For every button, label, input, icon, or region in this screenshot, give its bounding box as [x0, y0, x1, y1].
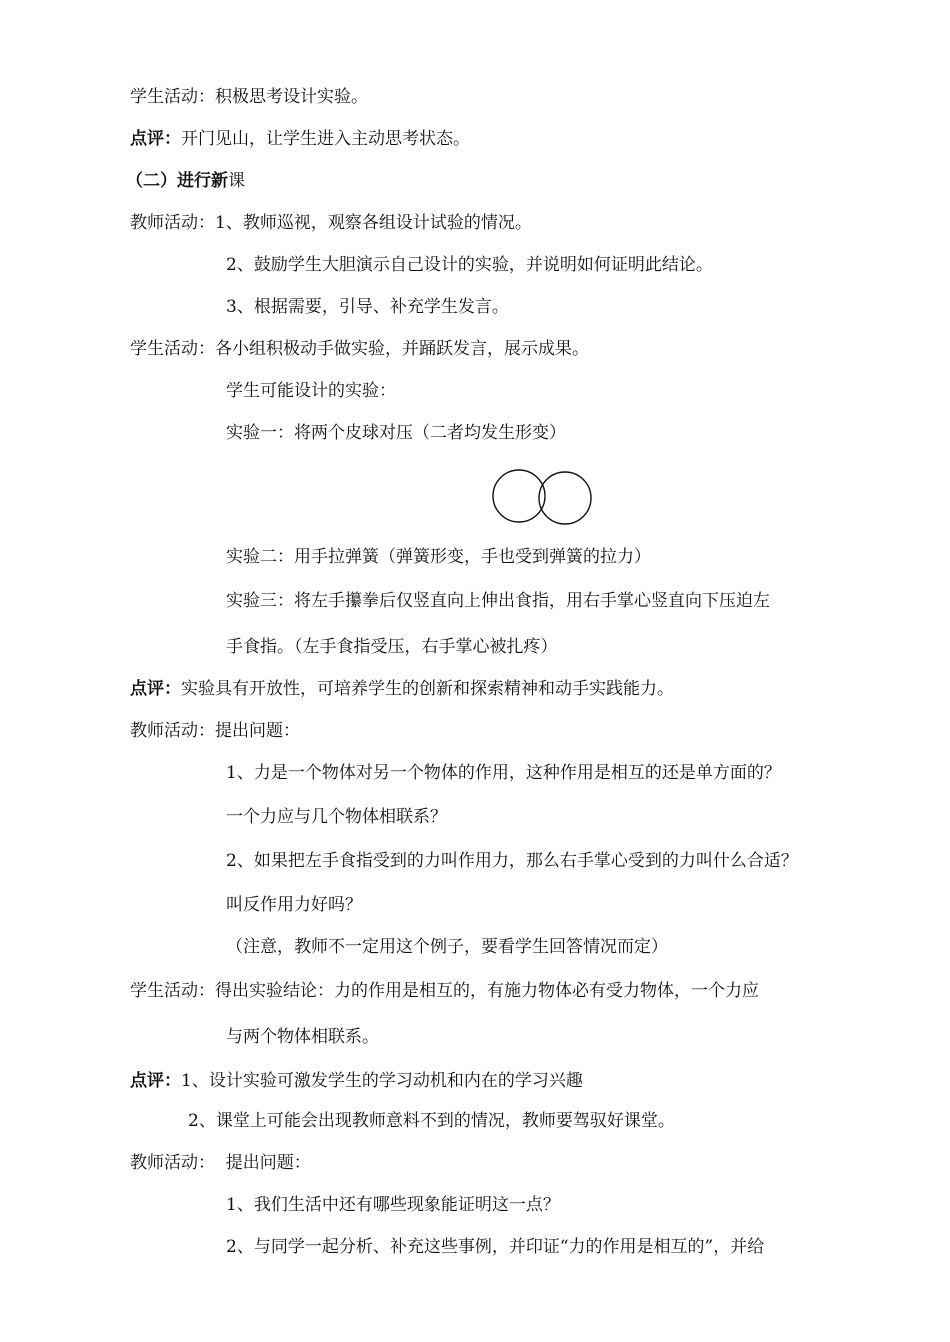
student-activity-3: [130, 980, 759, 1002]
line-text: 实验二：用手拉弹簧（弹簧形变，手也受到弹簧的拉力）: [226, 547, 651, 567]
comment-label: 点评：: [130, 1071, 181, 1091]
question-1-cont: [226, 806, 447, 828]
teacher-activity-3: [130, 1152, 311, 1174]
student-activity-2: [130, 338, 589, 360]
question-3: [226, 1194, 560, 1216]
line-text: 一个力应与几个物体相联系？: [226, 807, 447, 827]
line-text: 学生活动：积极思考设计实验。: [130, 87, 368, 107]
comment-1: [130, 128, 470, 150]
line-text: 实验一：将两个皮球对压（二者均发生形变）: [226, 423, 566, 443]
teacher-activity-2: [130, 720, 300, 742]
comment-label: 点评：: [130, 679, 181, 699]
line-text: 1、设计实验可激发学生的学习动机和内在的学习兴趣: [181, 1071, 583, 1091]
section-heading-bold: （二）进行新: [126, 171, 228, 191]
line-text: 实验具有开放性，可培养学生的创新和探索精神和动手实践能力。: [181, 679, 674, 699]
possible-experiments-heading: [226, 380, 396, 402]
line-text: （注意，教师不一定用这个例子，要看学生回答情况而定）: [226, 937, 668, 957]
section-heading-rest: 课: [228, 171, 245, 191]
line-text: 手食指。（左手食指受压，右手掌心被扎疼）: [226, 637, 558, 657]
line-text: 实验三：将左手攥拳后仅竖直向上伸出食指，用右手掌心竖直向下压迫左: [226, 591, 770, 611]
experiment-three-cont: [226, 636, 558, 658]
teacher-note: [226, 936, 668, 958]
comment-3: [130, 1070, 583, 1092]
question-4: [226, 1236, 764, 1258]
question-1: [226, 762, 781, 784]
question-2-cont: [226, 894, 362, 916]
experiment-one: [226, 422, 566, 444]
line-text: 2、与同学一起分析、补充这些事例，并印证“力的作用是相互的”，并给: [226, 1237, 765, 1257]
teacher-activity-1-item-3: [226, 296, 509, 318]
teacher-activity-1-item-2: [226, 254, 713, 276]
line-text: 3、根据需要，引导、补充学生发言。: [226, 297, 509, 317]
line-text: 叫反作用力好吗？: [226, 895, 362, 915]
line-text: 2、课堂上可能会出现教师意料不到的情况，教师要驾驭好课堂。: [188, 1111, 675, 1131]
line-text: 学生可能设计的实验：: [226, 381, 396, 401]
line-text: 与两个物体相联系。: [226, 1027, 379, 1047]
line-text: 开门见山，让学生进入主动思考状态。: [181, 129, 470, 149]
ball-right: [539, 472, 591, 524]
question-2: [226, 850, 798, 872]
line-text: 2、如果把左手食指受到的力叫作用力，那么右手掌心受到的力叫什么合适？: [226, 851, 798, 871]
line-text: 1、力是一个物体对另一个物体的作用，这种作用是相互的还是单方面的？: [226, 763, 781, 783]
comment-3-item-2: [188, 1110, 675, 1132]
line-text: 1、我们生活中还有哪些现象能证明这一点？: [226, 1195, 560, 1215]
line-text: 学生活动：得出实验结论：力的作用是相互的，有施力物体必有受力物体，一个力应: [130, 981, 759, 1001]
comment-2: [130, 678, 674, 700]
two-balls-figure: [490, 466, 594, 528]
comment-label: 点评：: [130, 129, 181, 149]
student-activity-1: [130, 86, 368, 108]
experiment-two: [226, 546, 651, 568]
section-heading: [126, 170, 245, 192]
teacher-activity-1: [130, 212, 532, 234]
line-text: 2、鼓励学生大胆演示自己设计的实验，并说明如何证明此结论。: [226, 255, 713, 275]
student-activity-3-cont: [226, 1026, 379, 1048]
experiment-three: [226, 590, 770, 612]
line-text: 教师活动：提出问题：: [130, 721, 300, 741]
line-text: 学生活动：各小组积极动手做实验，并踊跃发言，展示成果。: [130, 339, 589, 359]
line-text: 教师活动：1、教师巡视，观察各组设计试验的情况。: [130, 213, 532, 233]
line-text: 教师活动： 提出问题：: [130, 1153, 311, 1173]
ball-left: [493, 470, 545, 522]
